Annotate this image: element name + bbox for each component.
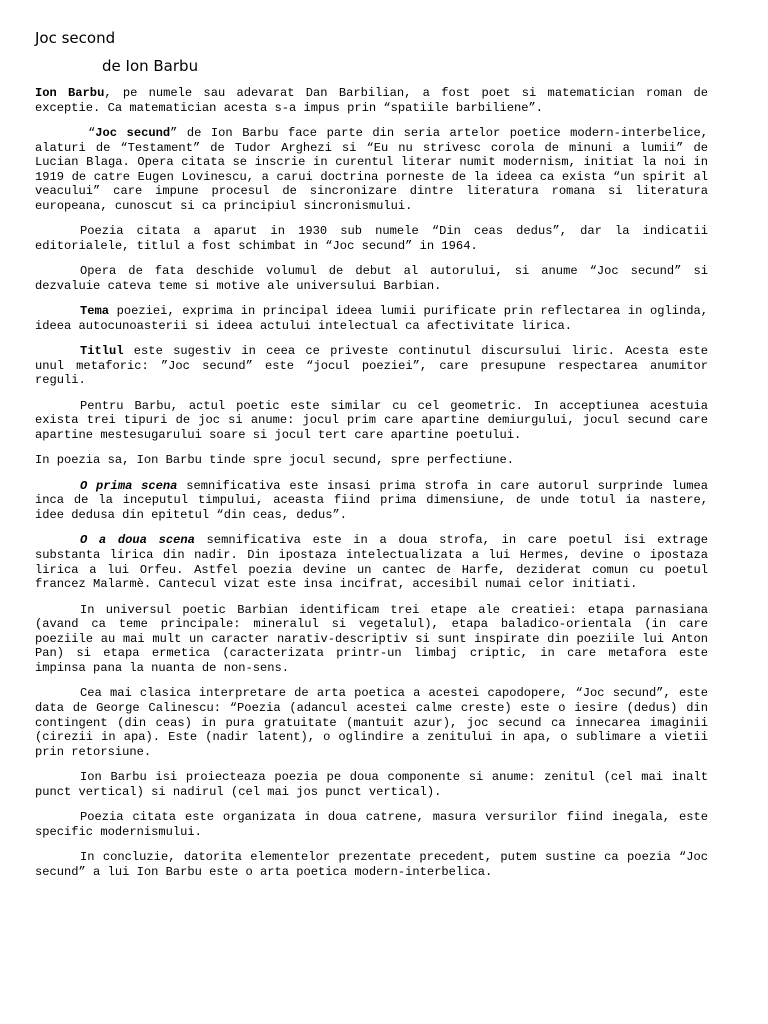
bold-term: Joc secund xyxy=(95,125,171,140)
paragraph-titlul xyxy=(35,344,708,388)
paragraph-calinescu xyxy=(35,686,708,759)
paragraph-text: semnificativa este insasi prima strofa in care autorul surprinde lumea inca de la inceputul timpului, aceasta fiind prima dimensiune, de unde totul ia nastere, idee dedusa din epitetul “din ceas, dedus”. xyxy=(35,478,708,523)
paragraph-text: semnificativa este in a doua strofa, in care poetul isi extrage substanta lirica din nadir. Din ipostaza intelectualizata a lui Hermes, devine o ipostaza lirica a lui Orfeu. Astfel poezia devine un cantec de Harfe, deziderat comun cu poetul francez Malarmè. Cantecul vizat este insa incifrat, accesibil numai celor initiati. xyxy=(35,533,708,592)
paragraph-perfectiune xyxy=(35,453,708,468)
paragraph-text: Pentru Barbu, actul poetic este similar cu cel geometric. In acceptiunea acestuia exista trei tipuri de joc si anume: jocul prim care apartine demiurgului, jocul secund care apartine mestesugarului soare si jocul tert care apartine poetului. xyxy=(35,398,708,443)
document-body xyxy=(35,86,708,879)
paragraph-volume xyxy=(35,264,708,293)
bold-italic-term: O a doua scena xyxy=(80,533,195,548)
paragraph-text: Cea mai clasica interpretare de arta poetica a acestei capodopere, “Joc secund”, este data de George Calinescu: “Poezia (adancul acestei calme creste) este o iesire (dedus) din contingent (din ceas) in pura gratuitate (mantuit azur), joc secund ca innecarea imaginii (cirezii in apa). Este (nadir latent), o oglindire a zenitului in apa, o sublimare a vietii prin retorsiune. xyxy=(35,686,708,759)
bold-italic-term: O prima scena xyxy=(80,478,178,493)
paragraph-text: In universul poetic Barbian identificam trei etape ale creatiei: etapa parnasiana (avand ca teme principale: mineralul si vegetalul), etapa baladico-orientala (in care poeziile au mai mult un caracter narativ-descriptiv si sunt inspirate din poeziile lui Anton Pan) si etapa ermetica (caracterizata printr-un limbaj criptic, in care metafora este impinsa pana la nuanta de non-sens. xyxy=(35,602,708,675)
paragraph-text: ” de Ion Barbu face parte din seria artelor poetice modern-interbelice, alaturi de “Testament” de Tudor Arghezi si “Eu nu strivesc corola de minuni a lumii” de Lucian Blaga. Opera citata se inscrie in curentul literar numit modernism, initiat la noi in 1919 de catre Eugen Lovinescu, a carui doctrina porneste de la ideea ca exista “un spirit al veacului” care impune procesul de sincronizare dintre literatura romana si literatura europeana, cunoscut si ca principiul sincronismului. xyxy=(35,125,709,213)
paragraph-text: Ion Barbu isi proiecteaza poezia pe doua componente si anume: zenitul (cel mai inalt punct vertical) si nadirul (cel mai jos punct vertical). xyxy=(35,770,708,799)
paragraph-text: , pe numele sau adevarat Dan Barbilian, a fost poet si matematician roman de exceptie. Ca matematician acesta s-a impus prin “spatiile barbiliene”. xyxy=(35,86,708,115)
document-subtitle: de Ion Barbu xyxy=(102,57,199,75)
paragraph-act-poetic xyxy=(35,399,708,443)
paragraph-text: Opera de fata deschide volumul de debut al autorului, si anume “Joc secund” si dezvaluie cateva teme si motive ale universului Barbian. xyxy=(35,264,708,293)
bold-term: Tema xyxy=(80,304,110,319)
paragraph-a-doua-scena xyxy=(35,533,708,591)
paragraph-text: este sugestiv in ceea ce priveste continutul discursului liric. Acesta este unul metaforic: ”Joc secund” este “jocul poeziei”, care presupune respectarea anumitor reguli. xyxy=(35,344,708,388)
paragraph-intro xyxy=(35,86,708,115)
bold-term: Ion Barbu xyxy=(35,86,105,100)
paragraph-componente xyxy=(35,770,708,799)
paragraph-tema xyxy=(35,304,708,333)
paragraph-text: poeziei, exprima in principal ideea lumii purificate prin reflectarea in oglinda, ideea autocunoasterii si ideea actului intelectual ca afectivitate lirica. xyxy=(35,304,708,333)
paragraph-text: Poezia citata a aparut in 1930 sub numele “Din ceas dedus”, dar la indicatii editorialele, titlul a fost schimbat in “Joc secund” in 1964. xyxy=(35,224,708,253)
paragraph-text: Poezia citata este organizata in doua catrene, masura versurilor fiind inegala, este specific modernismului. xyxy=(35,810,708,839)
quote-mark: “ xyxy=(88,125,96,140)
document-title: Joc second xyxy=(35,29,116,47)
paragraph-publication xyxy=(35,224,708,253)
paragraph-text: In concluzie, datorita elementelor prezentate precedent, putem sustine ca poezia “Joc secund” a lui Ion Barbu este o arta poetica modern-interbelica. xyxy=(35,850,708,879)
paragraph-etape xyxy=(35,603,708,676)
bold-term: Titlul xyxy=(80,344,124,359)
paragraph-prima-scena xyxy=(35,479,708,523)
paragraph-joc-secund xyxy=(35,126,708,214)
paragraph-catrene xyxy=(35,810,708,839)
paragraph-text: In poezia sa, Ion Barbu tinde spre jocul secund, spre perfectiune. xyxy=(35,453,514,468)
paragraph-concluzie xyxy=(35,850,708,879)
